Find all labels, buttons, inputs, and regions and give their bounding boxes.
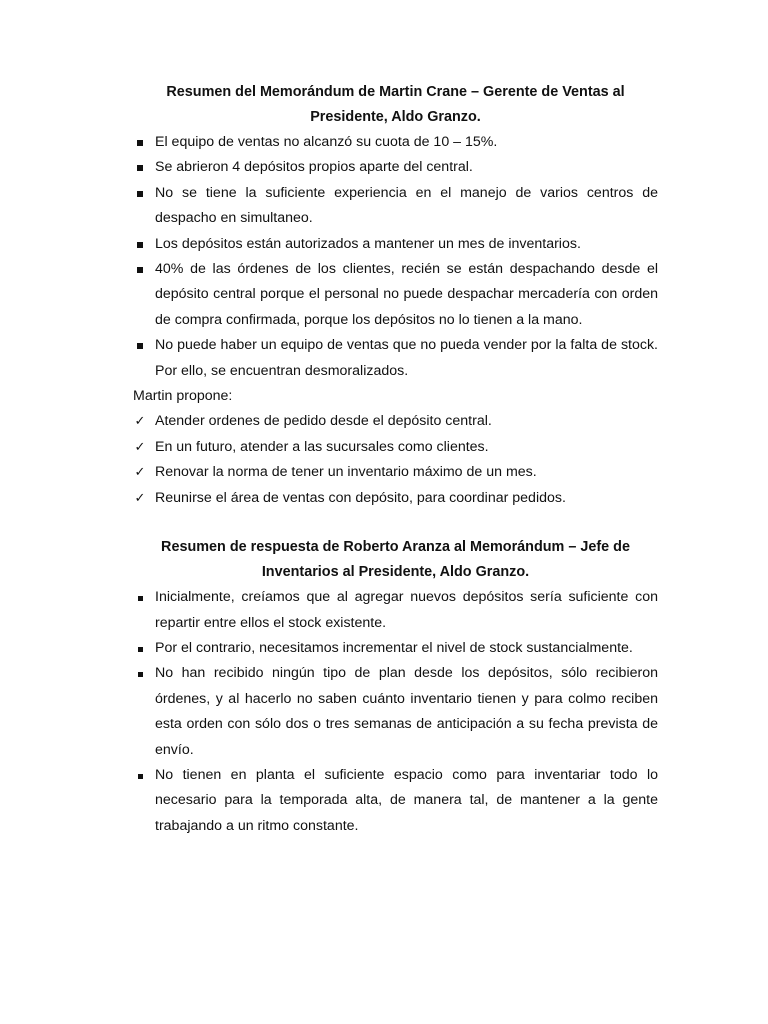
list-item-text: El equipo de ventas no alcanzó su cuota de 10 – 15%. — [155, 134, 498, 150]
list-item — [133, 130, 658, 155]
check-icon: ✓ — [134, 465, 146, 481]
list-item — [133, 435, 658, 460]
list-item — [133, 232, 658, 257]
list-item-text: 40% de las órdenes de los clientes, recién se están despachando desde el depósito central porque el personal no puede despachar mercadería con orden de compra confirmada, porque los depósitos no lo tienen a la mano. — [155, 261, 658, 328]
list-item-text: Los depósitos están autorizados a mantener un mes de inventarios. — [155, 235, 581, 252]
list-item — [133, 409, 658, 434]
list-item — [133, 661, 658, 763]
square-bullet-icon — [133, 181, 147, 206]
list-item — [133, 763, 658, 839]
list-item — [133, 257, 658, 333]
section1-title-line2: Presidente, Aldo Granzo. — [310, 109, 481, 125]
list-item-text: Renovar la norma de tener un inventario máximo de un mes. — [155, 464, 537, 481]
small-square-bullet-icon — [133, 585, 147, 610]
list-item-text: No han recibido ningún tipo de plan desde los depósitos, sólo recibieron órdenes, y al hacerlo no saben cuánto inventario tienen y para colmo reciben esta orden con sólo dos o tres semanas de anticipación a su fecha prevista de envío. — [155, 665, 658, 758]
square-bullet-icon — [133, 130, 147, 155]
list-item-text: No puede haber un equipo de ventas que no pueda vender por la falta de stock. Por ello, se encuentran desmoralizados. — [155, 337, 658, 379]
list-item-text: Por el contrario, necesitamos incrementar el nivel de stock sustancialmente. — [155, 639, 633, 656]
section1-title — [133, 80, 658, 130]
section2-title-line1: Resumen de respuesta de Roberto Aranza al Memorándum – Jefe de — [161, 539, 630, 556]
proposal-intro: Martin propone: — [133, 388, 233, 405]
small-square-bullet-icon — [133, 661, 147, 686]
list-item — [133, 181, 658, 232]
list-item — [133, 486, 658, 511]
section2-title-line2: Inventarios al Presidente, Aldo Granzo. — [261, 564, 530, 581]
check-icon: ✓ — [134, 490, 146, 506]
proposal-list — [133, 409, 658, 511]
list-item-text: Atender ordenes de pedido desde el depósito central. — [155, 413, 492, 430]
list-item — [133, 636, 658, 661]
list-item-text: No se tiene la suficiente experiencia en el manejo de varios centros de despacho en simultaneo. — [155, 184, 658, 227]
square-bullet-icon — [133, 333, 147, 358]
check-icon: ✓ — [134, 439, 146, 455]
section2-title — [133, 535, 658, 585]
square-bullet-icon — [133, 257, 147, 282]
section2-bullet-list — [133, 585, 658, 839]
list-item — [133, 460, 658, 485]
list-item-text: Reunirse el área de ventas con depósito, para coordinar pedidos. — [155, 489, 566, 506]
list-item-text: No tienen en planta el suficiente espacio como para inventariar todo lo necesario para la temporada alta, de manera tal, de mantener a la gente trabajando a un ritmo constante. — [155, 766, 658, 834]
list-item — [133, 333, 658, 384]
section1-title-line1: Resumen del Memorándum de Martin Crane – Gerente de Ventas al — [166, 84, 625, 100]
list-item — [133, 585, 658, 636]
square-bullet-icon — [133, 232, 147, 257]
square-bullet-icon — [133, 155, 147, 180]
check-icon: ✓ — [134, 414, 146, 430]
list-item-text: En un futuro, atender a las sucursales como clientes. — [155, 438, 489, 455]
section1-bullet-list — [133, 130, 658, 384]
list-item — [133, 155, 658, 180]
list-item-text: Inicialmente, creíamos que al agregar nuevos depósitos sería suficiente con repartir entre ellos el stock existente. — [155, 589, 658, 631]
small-square-bullet-icon — [133, 763, 147, 788]
section-spacer — [133, 511, 658, 535]
list-item-text: Se abrieron 4 depósitos propios aparte del central. — [155, 159, 473, 176]
small-square-bullet-icon — [133, 636, 147, 661]
